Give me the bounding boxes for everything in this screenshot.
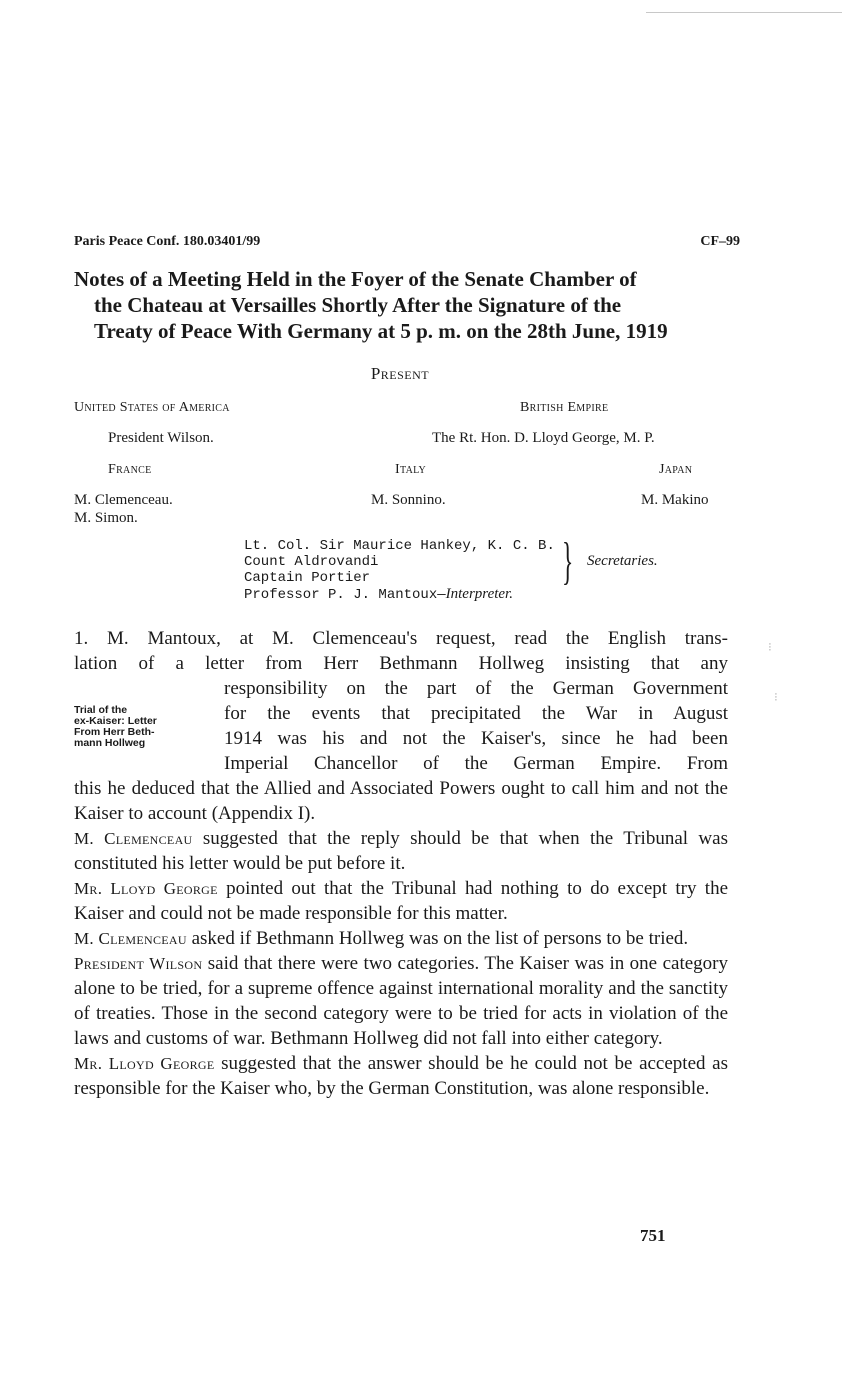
- paragraph-text: pointed out that the Tribunal had nothing to do except try the Kaiser and could not be made responsible for this matter.: [74, 878, 729, 924]
- sidenote-line: ex-Kaiser: Letter: [74, 715, 157, 727]
- para1-tail: this he deduced that the Allied and Associated Powers ought to call him and not the Kaiser to account (Appendix I).: [74, 778, 728, 824]
- secretaries-list: [244, 538, 555, 603]
- title-line: Treaty of Peace With Germany at 5 p. m. on the 28th June, 1919: [94, 319, 668, 343]
- sidenote-line: Trial of the: [74, 704, 128, 716]
- para1-hang-line: for the events that precipitated the War in August: [224, 703, 728, 724]
- interpreter-label: Interpreter.: [445, 586, 513, 602]
- para1-line: 1. M. Mantoux, at M. Clemenceau's request, read the English trans-: [74, 628, 728, 649]
- present-heading: Present: [370, 364, 430, 383]
- interpreter-line: [244, 586, 555, 603]
- secretaries-label: Secretaries.: [587, 553, 658, 569]
- paragraph-4: [74, 926, 728, 951]
- page-number: 751: [640, 1226, 666, 1245]
- paragraph-text: suggested that the answer should be he could not be accepted as responsible for the Kaiser who, by the German Constitution, was alone responsible.: [74, 1053, 728, 1099]
- scan-mark: ⁝: [768, 640, 772, 654]
- para1-line: lation of a letter from Herr Bethmann Hollweg insisting that any: [74, 653, 728, 674]
- attendee-usa: President Wilson.: [108, 430, 214, 446]
- minutes-body: [74, 626, 728, 1101]
- para1-hang-line: Imperial Chancellor of the German Empire. From: [224, 753, 728, 774]
- speaker-name: President Wilson: [74, 954, 203, 973]
- speaker-name: Mr. Lloyd George: [74, 1054, 215, 1073]
- attendee-france-1: M. Clemenceau.: [74, 492, 173, 508]
- speaker-name: Mr. Lloyd George: [74, 879, 218, 898]
- title-line: Notes of a Meeting Held in the Foyer of the Senate Chamber of: [74, 267, 637, 291]
- country-japan: Japan: [659, 462, 693, 477]
- country-france: France: [108, 462, 152, 477]
- speaker-name: M. Clemenceau: [74, 829, 193, 848]
- title-line: the Chateau at Versailles Shortly After the Signature of the: [94, 293, 622, 317]
- interpreter-name: Professor P. J. Mantoux—: [244, 587, 446, 603]
- country-italy: Italy: [395, 462, 427, 477]
- secretary-name: Captain Portier: [244, 570, 371, 586]
- paragraph-1: [74, 626, 728, 826]
- paragraph-6: [74, 1051, 728, 1101]
- file-reference: Paris Peace Conf. 180.03401/99: [74, 234, 261, 249]
- top-scan-rule: [646, 12, 842, 13]
- scan-mark: ⁝: [774, 690, 778, 704]
- attendee-italy: M. Sonnino.: [371, 492, 446, 508]
- secretary-name: Count Aldrovandi: [244, 554, 379, 570]
- paragraph-text: asked if Bethmann Hollweg was on the list of persons to be tried.: [186, 928, 689, 949]
- paragraph-text: suggested that the reply should be that when the Tribunal was constituted his letter would be put before it.: [74, 828, 728, 874]
- secretary-name: Lt. Col. Sir Maurice Hankey, K. C. B.: [244, 538, 555, 554]
- country-british-empire: British Empire: [520, 400, 609, 415]
- speaker-name: M. Clemenceau: [74, 929, 187, 948]
- paragraph-2: [74, 826, 728, 876]
- country-usa: United States of America: [74, 400, 230, 415]
- document-code: CF–99: [700, 234, 740, 249]
- document-title: [74, 266, 728, 344]
- para1-hang-line: responsibility on the part of the German Government: [224, 678, 728, 699]
- attendee-japan: M. Makino: [641, 492, 709, 508]
- paragraph-3: [74, 876, 728, 926]
- brace-icon: }: [562, 533, 574, 590]
- paragraph-text: said that there were two categories. The Kaiser was in one category alone to be tried, for a supreme offence against international morality and the sanctity of treaties. Those in the second category were to be tried for acts in violation of the laws and customs of war. Bethmann Hollweg did not fall into either category.: [74, 953, 728, 1049]
- sidenote-line: From Herr Beth-: [74, 726, 155, 738]
- sidenote-line: mann Hollweg: [74, 737, 146, 749]
- para1-hang-line: 1914 was his and not the Kaiser's, since he had been: [224, 728, 728, 749]
- paragraph-5: [74, 951, 728, 1051]
- attendee-france-2: M. Simon.: [74, 510, 138, 526]
- attendee-british: The Rt. Hon. D. Lloyd George, M. P.: [432, 430, 655, 446]
